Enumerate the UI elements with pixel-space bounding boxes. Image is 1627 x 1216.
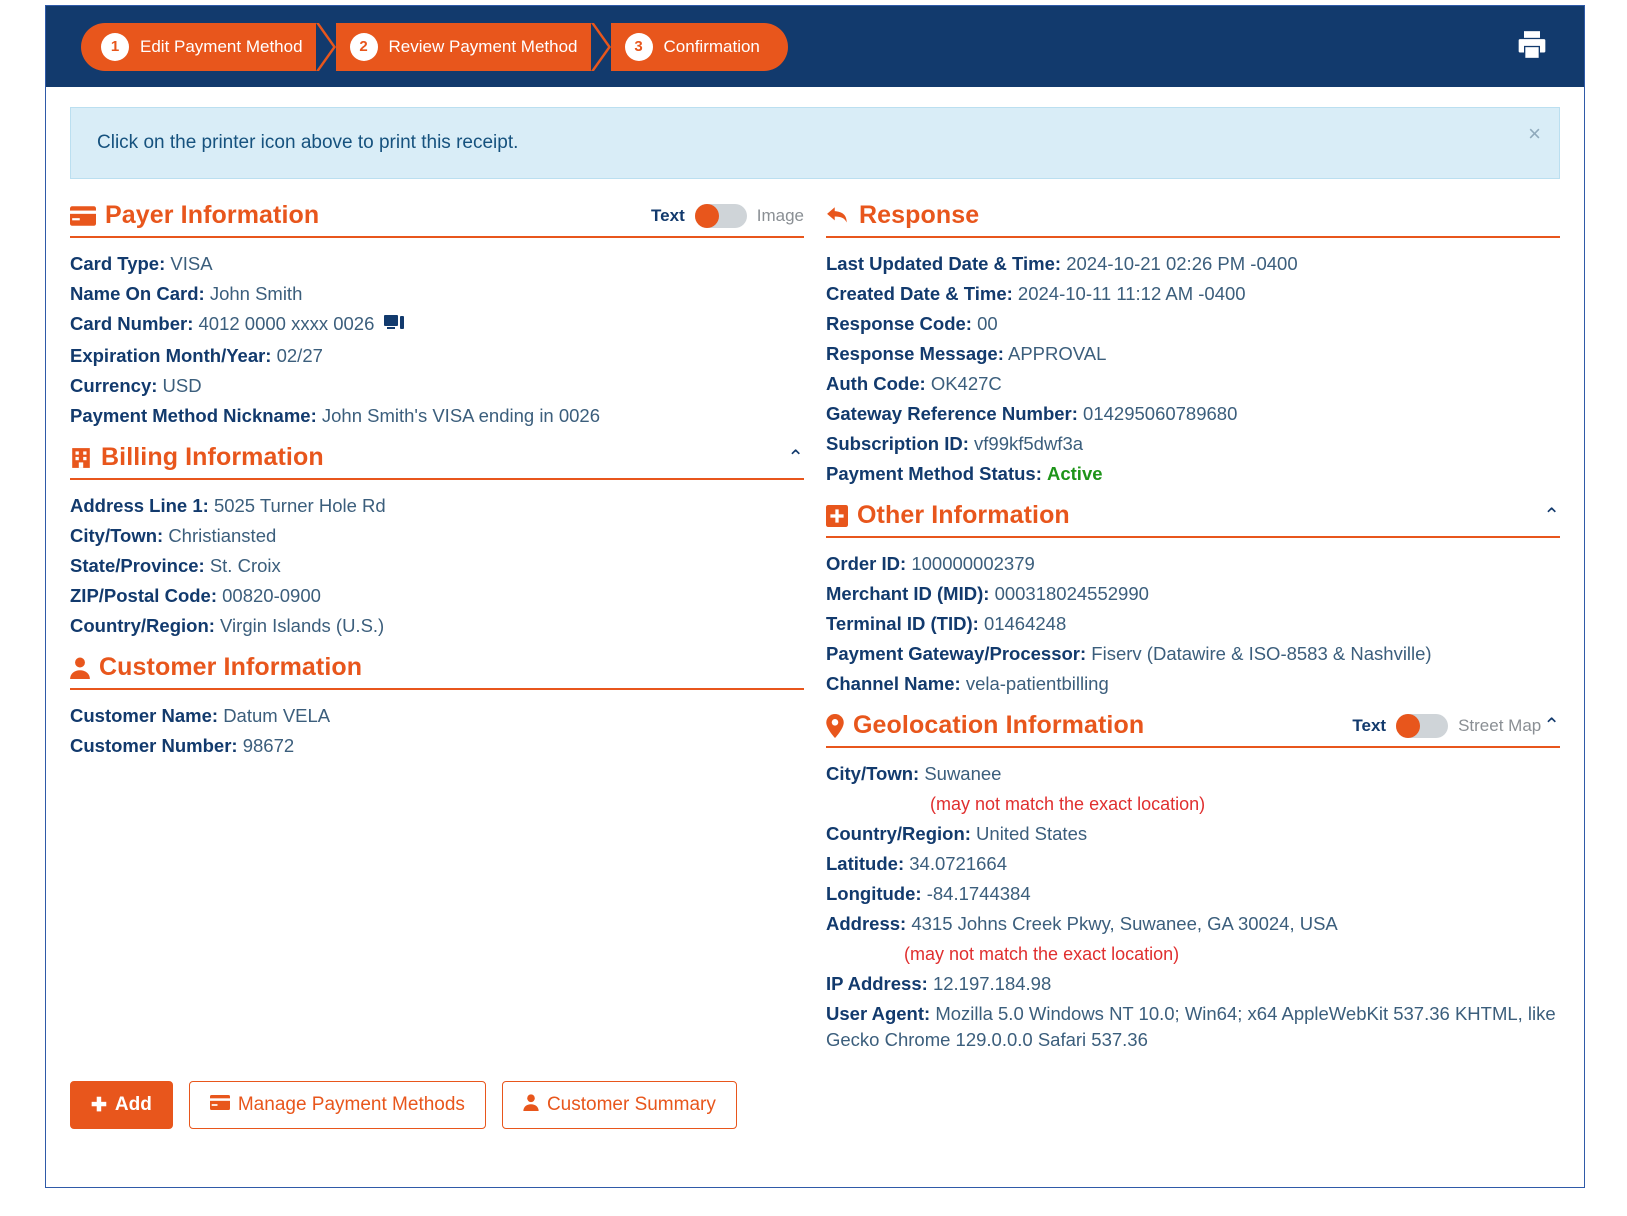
- field-value: 34.0721664: [909, 853, 1007, 874]
- wizard-header: [46, 6, 1584, 87]
- field-label: Longitude:: [826, 883, 922, 904]
- field-label: Payment Method Status:: [826, 463, 1042, 484]
- field-label: Name On Card:: [70, 283, 205, 304]
- field-name-on-card: [70, 281, 804, 307]
- step-label: Edit Payment Method: [140, 36, 303, 56]
- field-card-type: [70, 251, 804, 277]
- field-value: APPROVAL: [1008, 343, 1107, 364]
- geolocation-view-toggle[interactable]: [1352, 714, 1541, 738]
- geolocation-fields: [826, 761, 1560, 1053]
- toggle-label-text: Text: [651, 205, 685, 225]
- field-address-line-1: [70, 493, 804, 519]
- customer-summary-label: Customer Summary: [546, 1094, 716, 1115]
- toggle-label-image: Image: [756, 205, 804, 225]
- field-city-town: [70, 523, 804, 549]
- field-label: Created Date & Time:: [826, 283, 1013, 304]
- add-button-label: Add: [114, 1094, 152, 1115]
- field-value: Christiansted: [168, 525, 277, 546]
- toggle-knob: [1396, 714, 1420, 738]
- billing-information-title: Billing Information: [101, 443, 324, 471]
- field-label: Order ID:: [826, 553, 907, 574]
- field-ip-address: [826, 971, 1560, 997]
- field-subscription-id: [826, 431, 1560, 457]
- field-label: Response Code:: [826, 313, 972, 334]
- field-label: Auth Code:: [826, 373, 926, 394]
- field-label: Merchant ID (MID):: [826, 583, 990, 604]
- other-information-title: Other Information: [857, 501, 1070, 529]
- field-label: Currency:: [70, 375, 158, 396]
- field-label: Latitude:: [826, 853, 905, 874]
- field-label: User Agent:: [826, 1003, 931, 1024]
- geolocation-information-header: [826, 711, 1560, 748]
- field-label: Payment Method Nickname:: [70, 405, 317, 426]
- field-value: 12.197.184.98: [932, 973, 1052, 994]
- field-currency: [70, 373, 804, 399]
- field-value: vf99kf5dwf3a: [974, 433, 1084, 454]
- geo-address-note: (may not match the exact location): [904, 944, 1180, 964]
- customer-information-header: [70, 653, 804, 690]
- field-geo-city-town: [826, 761, 1560, 787]
- payer-information-title: Payer Information: [105, 201, 320, 229]
- field-label: City/Town:: [70, 525, 164, 546]
- field-zip-postal-code: [70, 583, 804, 609]
- field-latitude: [826, 851, 1560, 877]
- right-column: [826, 201, 1560, 1057]
- field-terminal-id: [826, 611, 1560, 637]
- step-number: 1: [101, 33, 129, 61]
- field-value: Mozilla 5.0 Windows NT 10.0; Win64; x64 AppleWebKit 537.36 KHTML, like Gecko Chrome 129.0.0.0 Safari 537.36: [826, 1003, 1556, 1050]
- field-label: Terminal ID (TID):: [826, 613, 979, 634]
- field-value: 2024-10-11 11:12 AM -0400: [1017, 283, 1246, 304]
- field-last-updated: [826, 251, 1560, 277]
- field-order-id: [826, 551, 1560, 577]
- chevron-up-icon[interactable]: ⌃: [1543, 504, 1560, 527]
- field-label: Customer Name:: [70, 705, 219, 726]
- field-value: United States: [976, 823, 1088, 844]
- field-value: 4315 Johns Creek Pkwy, Suwanee, GA 30024, USA: [911, 913, 1338, 934]
- field-response-message: [826, 341, 1560, 367]
- step-review-payment-method[interactable]: [336, 23, 594, 71]
- response-header: [826, 201, 1560, 238]
- field-geo-country-region: [826, 821, 1560, 847]
- field-value: John Smith: [209, 283, 303, 304]
- step-confirmation[interactable]: [611, 23, 788, 71]
- field-value: OK427C: [930, 373, 1002, 394]
- field-value: St. Croix: [209, 555, 281, 576]
- customer-summary-button[interactable]: [502, 1081, 737, 1129]
- field-value: 000318024552990: [994, 583, 1149, 604]
- close-icon[interactable]: ×: [1528, 121, 1541, 146]
- customer-fields: [70, 703, 804, 759]
- print-hint-alert: [70, 107, 1560, 179]
- field-value: John Smith's VISA ending in 0026: [321, 405, 601, 426]
- field-user-agent: [826, 1001, 1560, 1053]
- payer-toggle-switch[interactable]: [695, 204, 747, 228]
- payer-information-header: [70, 201, 804, 238]
- field-label: Last Updated Date & Time:: [826, 253, 1062, 274]
- customer-information-title: Customer Information: [99, 653, 363, 681]
- field-merchant-id: [826, 581, 1560, 607]
- field-customer-name: [70, 703, 804, 729]
- field-nickname: [70, 403, 804, 429]
- left-column: [70, 201, 804, 1057]
- add-button[interactable]: [70, 1081, 173, 1129]
- field-channel-name: [826, 671, 1560, 697]
- field-value: VISA: [170, 253, 213, 274]
- field-country-region: [70, 613, 804, 639]
- field-longitude: [826, 881, 1560, 907]
- field-expiration: [70, 343, 804, 369]
- field-value: 100000002379: [911, 553, 1035, 574]
- alert-message: Click on the printer icon above to print this receipt.: [97, 132, 519, 153]
- person-icon: [523, 1094, 539, 1117]
- field-value: Suwanee: [924, 763, 1002, 784]
- field-value: 01464248: [983, 613, 1067, 634]
- field-label: Payment Gateway/Processor:: [826, 643, 1087, 664]
- printer-icon[interactable]: [1514, 28, 1550, 65]
- other-fields: [826, 551, 1560, 697]
- map-pin-icon: [826, 714, 844, 738]
- field-label: IP Address:: [826, 973, 928, 994]
- field-value: 014295060789680: [1083, 403, 1238, 424]
- field-value: Fiserv (Datawire & ISO-8583 & Nashville): [1091, 643, 1432, 664]
- field-value: 02/27: [276, 345, 323, 366]
- credit-card-icon: [210, 1094, 230, 1116]
- field-value: USD: [162, 375, 202, 396]
- field-gateway-reference-number: [826, 401, 1560, 427]
- reply-arrow-icon: [826, 205, 850, 227]
- receipt-window: [45, 5, 1585, 1188]
- field-payment-method-status: [826, 461, 1560, 487]
- billing-information-header: [70, 443, 804, 480]
- field-label: Country/Region:: [70, 615, 215, 636]
- field-label: ZIP/Postal Code:: [70, 585, 217, 606]
- geolocation-toggle-switch[interactable]: [1396, 714, 1448, 738]
- field-value: 98672: [242, 735, 295, 756]
- toggle-label-street-map: Street Map: [1458, 715, 1542, 735]
- payer-view-toggle[interactable]: [651, 204, 804, 228]
- field-auth-code: [826, 371, 1560, 397]
- other-information-header: [826, 501, 1560, 538]
- field-label: Response Message:: [826, 343, 1004, 364]
- receipt-body: [46, 179, 1584, 1057]
- step-separator-1: [319, 23, 336, 71]
- toggle-knob: [695, 204, 719, 228]
- geo-city-note: (may not match the exact location): [930, 794, 1206, 814]
- toggle-label-text: Text: [1352, 715, 1387, 735]
- field-value: 00820-0900: [222, 585, 321, 606]
- action-buttons: [46, 1055, 761, 1129]
- field-value: 4012 0000 xxxx 0026: [198, 313, 375, 334]
- field-label: Expiration Month/Year:: [70, 345, 272, 366]
- field-customer-number: [70, 733, 804, 759]
- status-badge: Active: [1047, 463, 1103, 484]
- manage-payment-methods-button[interactable]: [189, 1081, 486, 1129]
- geolocation-information-title: Geolocation Information: [853, 711, 1145, 739]
- plus-square-icon: [826, 505, 848, 527]
- person-icon: [70, 657, 90, 679]
- field-label: Address Line 1:: [70, 495, 209, 516]
- step-edit-payment-method[interactable]: [81, 23, 319, 71]
- field-response-code: [826, 311, 1560, 337]
- field-state-province: [70, 553, 804, 579]
- field-label: Card Type:: [70, 253, 166, 274]
- step-number: 3: [625, 33, 653, 61]
- plus-icon: ✚: [91, 1094, 107, 1116]
- field-value: 2024-10-21 02:26 PM -0400: [1066, 253, 1298, 274]
- field-value: 00: [977, 313, 998, 334]
- step-label: Review Payment Method: [388, 36, 578, 56]
- field-label: State/Province:: [70, 555, 205, 576]
- field-value: -84.1744384: [926, 883, 1031, 904]
- field-label: Channel Name:: [826, 673, 961, 694]
- field-value: Datum VELA: [223, 705, 331, 726]
- field-label: Customer Number:: [70, 735, 238, 756]
- chevron-up-icon[interactable]: ⌃: [1543, 714, 1560, 737]
- building-icon: [70, 447, 92, 469]
- field-label: Country/Region:: [826, 823, 971, 844]
- field-label: Gateway Reference Number:: [826, 403, 1078, 424]
- field-payment-gateway: [826, 641, 1560, 667]
- step-separator-2: [594, 23, 611, 71]
- field-label: Card Number:: [70, 313, 194, 334]
- card-display-icon[interactable]: [384, 313, 404, 339]
- payer-fields: [70, 251, 804, 429]
- step-label: Confirmation: [663, 36, 760, 56]
- field-created: [826, 281, 1560, 307]
- chevron-up-icon[interactable]: ⌃: [787, 446, 804, 469]
- field-card-number: [70, 311, 804, 339]
- field-value: 5025 Turner Hole Rd: [213, 495, 386, 516]
- step-number: 2: [350, 33, 378, 61]
- billing-fields: [70, 493, 804, 639]
- field-value: vela-patientbilling: [965, 673, 1109, 694]
- response-title: Response: [859, 201, 980, 229]
- credit-card-icon: [70, 206, 96, 226]
- manage-payment-methods-label: Manage Payment Methods: [237, 1094, 465, 1115]
- field-label: City/Town:: [826, 763, 920, 784]
- field-label: Address:: [826, 913, 907, 934]
- wizard-steps: [81, 23, 788, 71]
- response-fields: [826, 251, 1560, 487]
- field-geo-address: [826, 911, 1560, 937]
- field-label: Subscription ID:: [826, 433, 969, 454]
- field-value: Virgin Islands (U.S.): [220, 615, 385, 636]
